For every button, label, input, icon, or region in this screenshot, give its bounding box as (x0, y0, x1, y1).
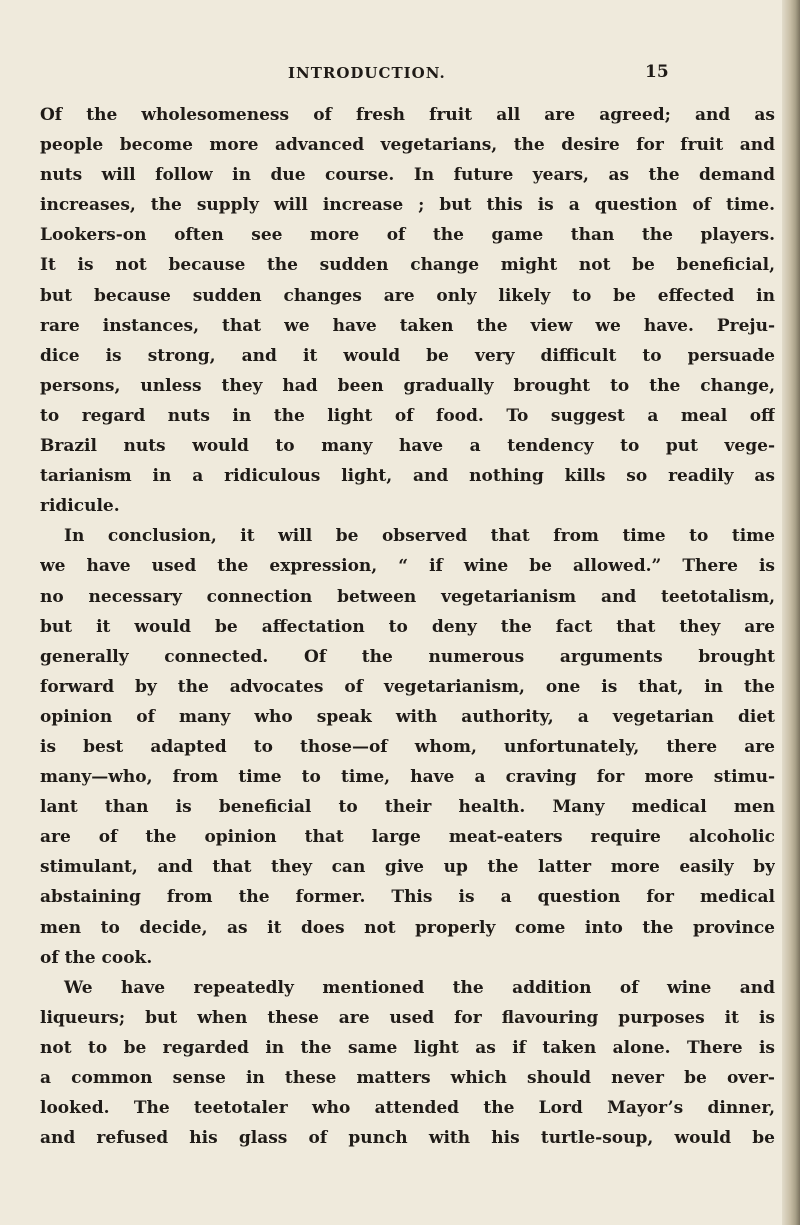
text-line: people become more advanced vegetarians, the desire for fruit and (40, 135, 775, 156)
text-line: increases, the supply will increase ; but this is a question of time. (40, 195, 775, 216)
page-number: 15 (645, 62, 669, 82)
text-line: many—who, from time to time, have a craving for more stimu- (40, 767, 775, 788)
text-line: liqueurs; but when these are used for flavouring purposes it is (40, 1007, 775, 1028)
text-line: nuts will follow in due course. In future years, as the demand (40, 165, 775, 186)
text-line: of the cook. (40, 947, 153, 968)
text-line: Of the wholesomeness of fresh fruit all are agreed; and as (40, 105, 775, 125)
text-line: ridicule. (40, 496, 120, 517)
text-line: to regard nuts in the light of food. To suggest a meal off (40, 405, 775, 426)
running-title: INTRODUCTION. (288, 64, 446, 82)
text-line: men to decide, as it does not properly come into the province (40, 917, 775, 938)
text-line: persons, unless they had been gradually brought to the change, (40, 375, 775, 396)
text-line: In conclusion, it will be observed that from time to time (64, 526, 775, 547)
text-line: and refused his glass of punch with his turtle-soup, would be (40, 1128, 775, 1149)
text-line: opinion of many who speak with authority, a vegetarian diet (40, 706, 775, 727)
text-line: It is not because the sudden change might not be beneficial, (40, 255, 775, 276)
text-line: rare instances, that we have taken the view we have. Preju- (40, 315, 775, 336)
text-line: but because sudden changes are only likely to be effected in (40, 285, 775, 306)
text-line: Brazil nuts would to many have a tendency to put vege- (40, 436, 775, 457)
page-edge-shadow (782, 0, 800, 1225)
text-line: are of the opinion that large meat-eaters require alcoholic (40, 827, 775, 848)
body-text (40, 100, 775, 1153)
text-line: a common sense in these matters which should never be over- (40, 1068, 775, 1088)
text-line: no necessary connection between vegetarianism and teetotalism, (40, 586, 775, 607)
text-line: Lookers-on often see more of the game than the players. (40, 225, 775, 246)
paragraph (40, 973, 775, 1154)
paragraph (40, 521, 775, 972)
paragraph (40, 100, 775, 521)
text-line: We have repeatedly mentioned the addition of wine and (64, 977, 775, 998)
page-header (0, 64, 800, 86)
text-line: we have used the expression, “ if wine be allowed.” There is (40, 556, 775, 577)
text-line: not to be regarded in the same light as if taken alone. There is (40, 1037, 775, 1058)
text-line: forward by the advocates of vegetarianism, one is that, in the (40, 676, 775, 697)
text-line: but it would be affectation to deny the fact that they are (40, 616, 775, 637)
text-line: dice is strong, and it would be very difficult to persuade (40, 345, 775, 366)
text-line: stimulant, and that they can give up the latter more easily by (40, 857, 775, 878)
text-line: looked. The teetotaler who attended the Lord Mayor’s dinner, (40, 1098, 775, 1119)
text-line: tarianism in a ridiculous light, and nothing kills so readily as (40, 466, 775, 487)
text-line: lant than is beneficial to their health. Many medical men (40, 797, 775, 818)
text-line: is best adapted to those—of whom, unfortunately, there are (40, 736, 775, 757)
text-line: generally connected. Of the numerous arguments brought (40, 646, 775, 667)
text-line: abstaining from the former. This is a question for medical (40, 887, 775, 908)
